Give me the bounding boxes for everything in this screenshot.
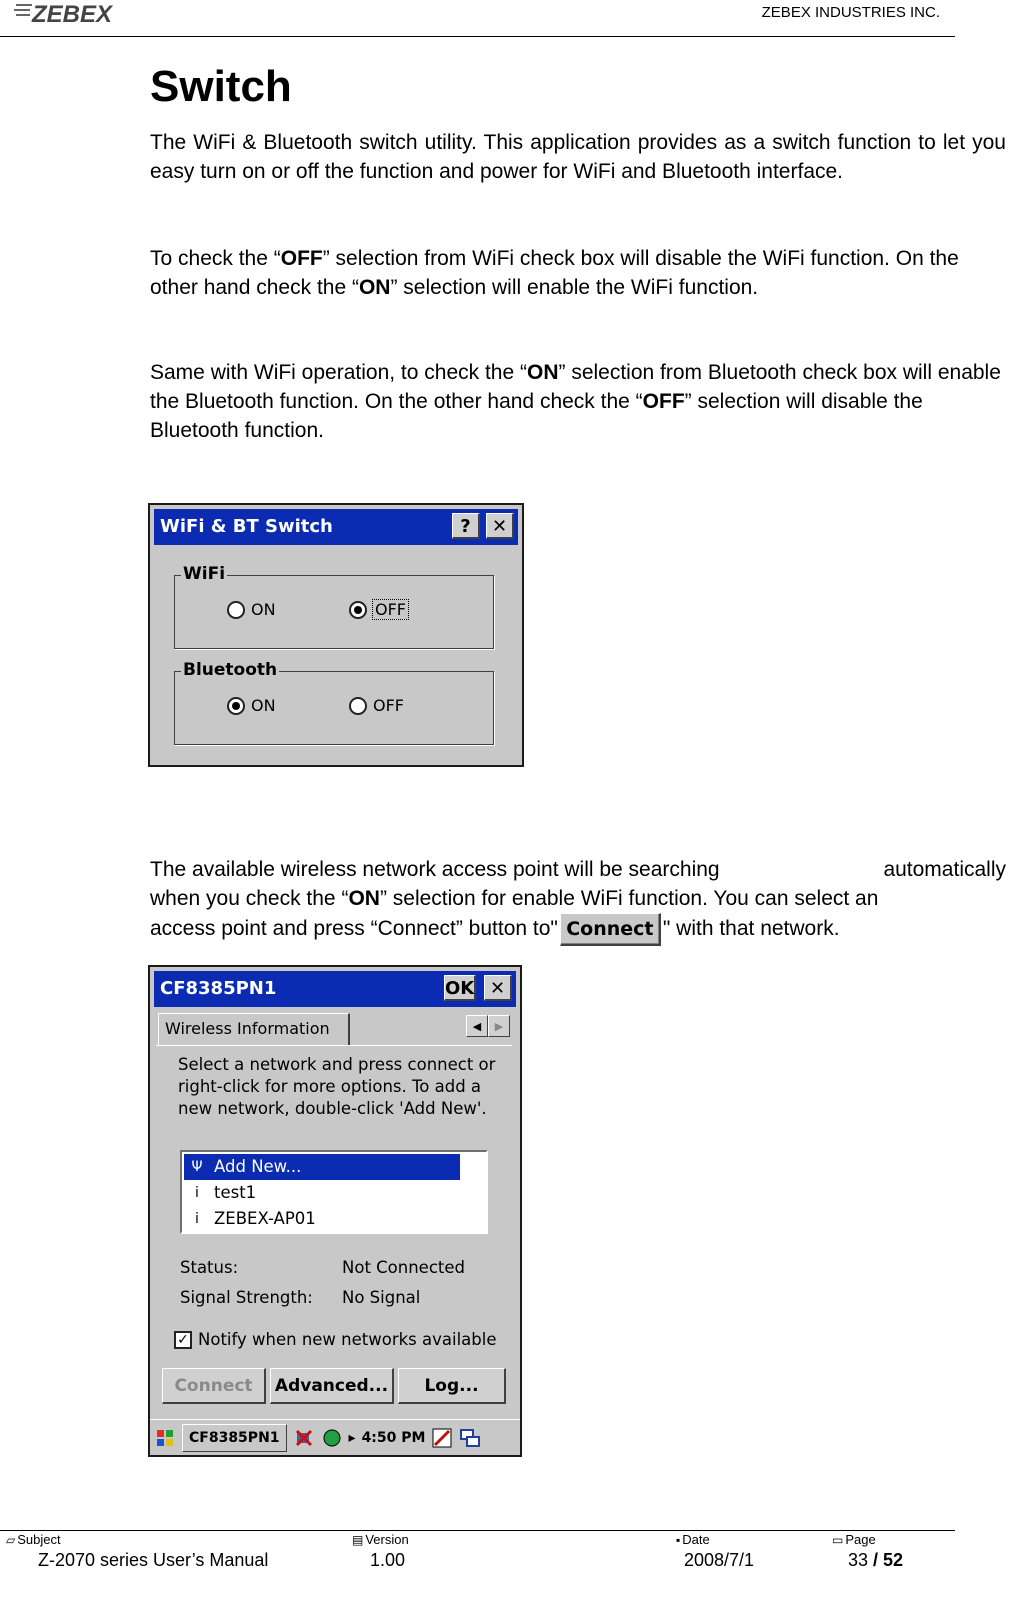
page-total: / 52 bbox=[873, 1550, 904, 1570]
footer-subject: Z-2070 series User’s Manual bbox=[38, 1550, 269, 1570]
globe-icon[interactable] bbox=[321, 1427, 343, 1449]
network-item[interactable] bbox=[184, 1206, 484, 1232]
page-number: 33 bbox=[848, 1550, 869, 1570]
footer-subject-label bbox=[6, 1532, 61, 1547]
paragraph-wifi bbox=[150, 244, 1006, 302]
button-row bbox=[162, 1368, 506, 1404]
pen-input-icon[interactable] bbox=[431, 1427, 453, 1449]
signal-label: Signal Strength: bbox=[180, 1288, 313, 1307]
book-icon: ▭ bbox=[832, 1532, 844, 1547]
taskbar-time: 4:50 PM bbox=[361, 1429, 426, 1446]
zebex-logo bbox=[14, 0, 144, 26]
network-item-add-new[interactable] bbox=[184, 1154, 460, 1180]
subject-label: Subject bbox=[17, 1532, 61, 1547]
p3-on: ON bbox=[527, 361, 559, 384]
header-rule bbox=[0, 36, 955, 37]
bluetooth-group bbox=[174, 660, 494, 745]
network-name: test1 bbox=[214, 1183, 257, 1202]
wifi-off-radio[interactable] bbox=[349, 600, 408, 619]
p4-line2-c: ” selection for enable WiFi function. You can select an bbox=[379, 887, 879, 910]
p4-line-1 bbox=[150, 855, 1006, 884]
logo-text: ZEBEX bbox=[32, 1, 113, 26]
wifi-on-label: ON bbox=[251, 600, 276, 619]
wifi-bt-switch-window bbox=[148, 503, 524, 767]
p2-text-e: ” selection will enable the WiFi function. bbox=[390, 276, 759, 299]
footer-version-label bbox=[352, 1532, 409, 1547]
wifi-group bbox=[174, 564, 494, 649]
section-title: Switch bbox=[150, 62, 292, 111]
footer-version: 1.00 bbox=[370, 1550, 406, 1570]
notify-label: Notify when new networks available bbox=[198, 1330, 497, 1349]
radio-unchecked-icon bbox=[227, 601, 245, 619]
radio-checked-icon bbox=[227, 697, 245, 715]
inline-connect-button-image: Connect bbox=[560, 913, 661, 946]
bt-off-label: OFF bbox=[373, 696, 404, 715]
p4-line1-a: The available wireless network access point will be searching bbox=[150, 858, 720, 881]
tab-right-arrow-icon[interactable]: ▶ bbox=[488, 1015, 510, 1037]
paragraph-connect bbox=[150, 855, 1006, 946]
network-name: ZEBEX-AP01 bbox=[214, 1209, 316, 1228]
status-value: Not Connected bbox=[342, 1258, 466, 1277]
bt-off-radio[interactable] bbox=[349, 696, 404, 715]
wireless-panel bbox=[156, 1045, 512, 1402]
p3-text-c: ” selection from Bluetooth check box will enable the Bluetooth function. On the other hand check the “ bbox=[150, 361, 1001, 413]
signal-value: No Signal bbox=[342, 1288, 421, 1307]
ok-button[interactable]: OK bbox=[444, 975, 476, 1001]
network-list[interactable] bbox=[180, 1150, 488, 1234]
taskbar bbox=[150, 1419, 520, 1455]
wifi-on-radio[interactable] bbox=[227, 600, 276, 619]
start-windows-icon[interactable] bbox=[154, 1427, 176, 1449]
bt-on-radio[interactable] bbox=[227, 696, 276, 715]
status-row bbox=[180, 1258, 466, 1277]
status-label: Status: bbox=[180, 1258, 239, 1277]
calendar-icon: ▪ bbox=[676, 1532, 681, 1547]
bt-on-label: ON bbox=[251, 696, 276, 715]
wifi-off-label: OFF bbox=[375, 600, 406, 619]
connect-button[interactable]: Connect bbox=[162, 1368, 266, 1404]
p4-line2-a: when you check the “ bbox=[150, 887, 349, 910]
paragraph-bluetooth bbox=[150, 358, 1006, 445]
tab-left-arrow-icon[interactable]: ◀ bbox=[466, 1015, 488, 1037]
p2-on: ON bbox=[358, 276, 391, 299]
desktop-windows-icon[interactable] bbox=[459, 1427, 481, 1449]
footer-date: 2008/7/1 bbox=[684, 1550, 755, 1570]
p4-line1-b: automatically bbox=[883, 858, 1006, 881]
log-button[interactable]: Log... bbox=[398, 1368, 506, 1404]
help-button[interactable]: ? bbox=[452, 513, 480, 539]
company-name: ZEBEX INDUSTRIES INC. bbox=[761, 4, 940, 21]
network-disconnected-icon[interactable] bbox=[293, 1427, 315, 1449]
p3-off: OFF bbox=[642, 390, 685, 413]
p2-text-c: ” selection from WiFi check box will disable the WiFi function. On the other hand check the “ bbox=[150, 247, 959, 299]
p4-line-3 bbox=[150, 913, 1006, 946]
tab-scroll-arrows bbox=[466, 1015, 510, 1037]
footer-page-label bbox=[832, 1532, 876, 1547]
p4-line3-a: access point and press “Connect” button to" bbox=[150, 917, 558, 941]
p4-line3-b: " with that network. bbox=[662, 917, 840, 941]
signal-row bbox=[180, 1288, 421, 1307]
footer-rule bbox=[0, 1530, 955, 1531]
version-label: Version bbox=[365, 1532, 409, 1547]
network-name: Add New... bbox=[214, 1157, 302, 1176]
taskbar-app-button[interactable]: CF8385PN1 bbox=[182, 1424, 287, 1452]
window-title: WiFi & BT Switch bbox=[160, 516, 333, 537]
p4-line-2 bbox=[150, 884, 1006, 913]
window-title: CF8385PN1 bbox=[160, 978, 277, 999]
document-icon: ▤ bbox=[352, 1532, 364, 1547]
access-point-icon: ⅰ bbox=[195, 1211, 199, 1227]
notify-checkbox[interactable] bbox=[174, 1330, 497, 1349]
window-titlebar bbox=[154, 509, 518, 545]
p3-text-a: Same with WiFi operation, to check the “ bbox=[150, 361, 527, 384]
tray-arrow-icon[interactable]: ▸ bbox=[348, 1429, 356, 1446]
paragraph-intro: The WiFi & Bluetooth switch utility. This application provides as a switch function to let you easy turn on or off the function and power for WiFi and Bluetooth interface. bbox=[150, 131, 1006, 183]
wifi-group-title: WiFi bbox=[183, 564, 226, 584]
radio-unchecked-icon bbox=[349, 697, 367, 715]
advanced-button[interactable]: Advanced... bbox=[270, 1368, 394, 1404]
folder-icon: ▱ bbox=[6, 1532, 16, 1547]
radio-checked-icon bbox=[349, 601, 367, 619]
page-label: Page bbox=[845, 1532, 876, 1547]
p4-on: ON bbox=[348, 887, 380, 910]
network-item[interactable] bbox=[184, 1180, 484, 1206]
footer-date-label bbox=[676, 1532, 710, 1547]
window-titlebar bbox=[154, 971, 516, 1007]
p3-text-e: ” selection will disable the Bluetooth function. bbox=[150, 390, 923, 442]
access-point-icon: ⅰ bbox=[195, 1185, 199, 1201]
wireless-info-window bbox=[148, 965, 522, 1457]
checkbox-checked-icon: ✓ bbox=[174, 1331, 192, 1349]
tab-wireless-information[interactable]: Wireless Information bbox=[158, 1013, 350, 1045]
close-button[interactable]: ✕ bbox=[484, 975, 512, 1001]
date-label: Date bbox=[682, 1532, 710, 1547]
footer-page bbox=[848, 1550, 903, 1571]
bluetooth-group-title: Bluetooth bbox=[183, 660, 278, 680]
antenna-icon: Ψ bbox=[191, 1159, 203, 1175]
p2-off: OFF bbox=[280, 247, 323, 270]
p2-text-a: To check the “ bbox=[150, 247, 281, 270]
close-button[interactable]: ✕ bbox=[486, 513, 514, 539]
instructions-text: Select a network and press connect or right-click for more options. To add a new network, double-click 'Add New'. bbox=[178, 1055, 496, 1118]
